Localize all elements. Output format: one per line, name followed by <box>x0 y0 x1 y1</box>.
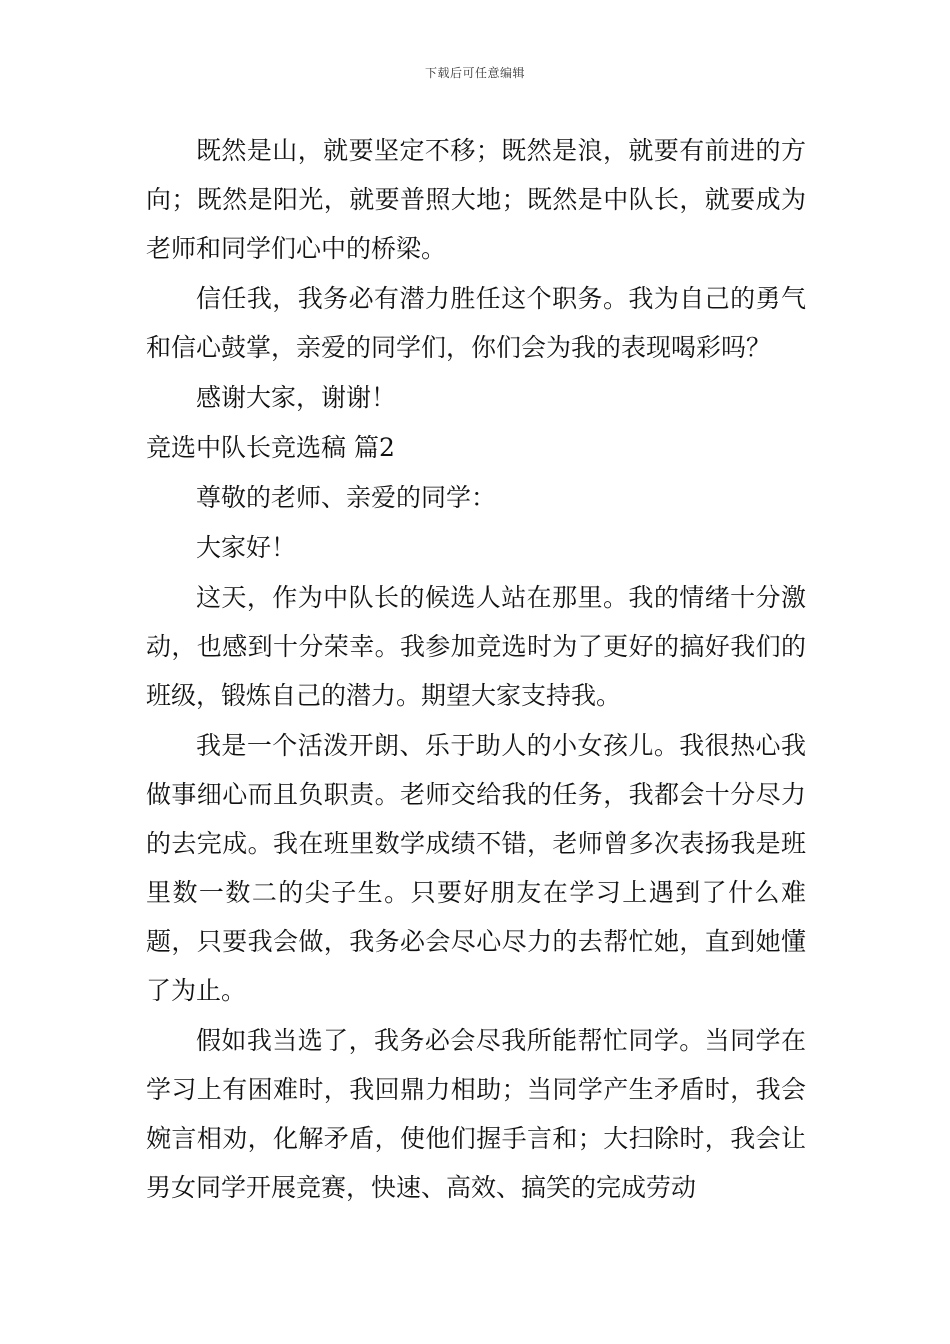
paragraph: 信任我，我务必有潜力胜任这个职务。我为自己的勇气和信心鼓掌，亲爱的同学们，你们会为我的表现喝彩吗？ <box>146 284 806 362</box>
paragraph: 既然是山，就要坚定不移；既然是浪，就要有前进的方向；既然是阳光，就要普照大地；既然是中队长，就要成为老师和同学们心中的桥梁。 <box>146 136 806 263</box>
paragraph: 假如我当选了，我务必会尽我所能帮忙同学。当同学在学习上有困难时，我回鼎力相助；当同学产生矛盾时，我会婉言相劝，化解矛盾，使他们握手言和；大扫除时，我会让男女同学开展竞赛，快速、高效、搞笑的完成劳动 <box>146 1026 806 1202</box>
section-heading: 竞选中队长竞选稿 篇2 <box>146 433 395 462</box>
greeting: 大家好！ <box>196 533 297 562</box>
paragraph: 感谢大家，谢谢！ <box>196 383 397 412</box>
paragraph: 我是一个活泼开朗、乐于助人的小女孩儿。我很热心我做事细心而且负职责。老师交给我的任务，我都会十分尽力的去完成。我在班里数学成绩不错，老师曾多次表扬我是班里数一数二的尖子生。只要好朋友在学习上遇到了什么难题，只要我会做，我务必会尽心尽力的去帮忙她，直到她懂了为止。 <box>146 731 806 1005</box>
paragraph: 这天，作为中队长的候选人站在那里。我的情绪十分激动，也感到十分荣幸。我参加竞选时为了更好的搞好我们的班级，锻炼自己的潜力。期望大家支持我。 <box>146 583 806 710</box>
document-body <box>146 126 806 1213</box>
page-header: 下载后可任意编辑 <box>424 66 525 80</box>
salutation: 尊敬的老师、亲爱的同学： <box>196 483 497 512</box>
